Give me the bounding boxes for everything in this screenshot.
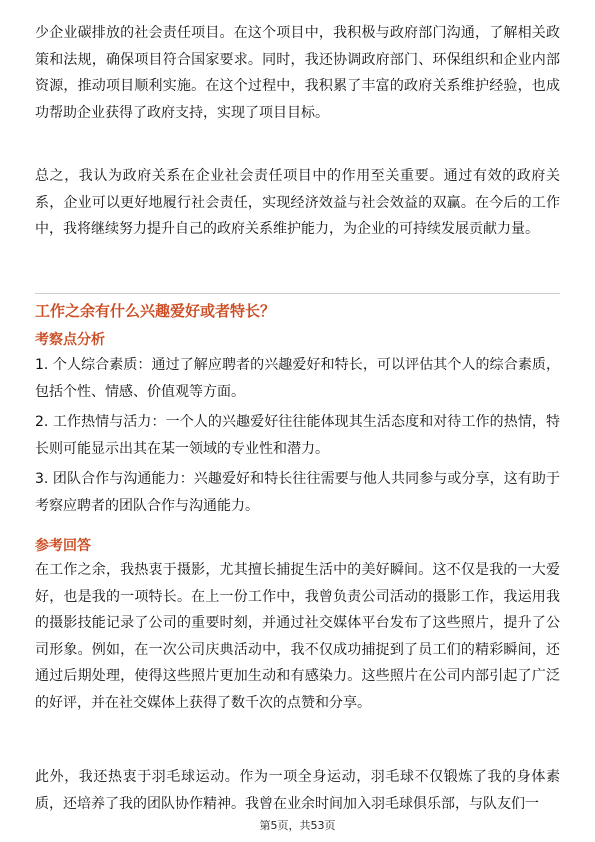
analysis-heading: 考察点分析 [35,332,105,348]
section-divider [35,293,560,294]
analysis-item-3: 3. 团队合作与沟通能力：兴趣爱好和特长往往需要与他人共同参与或分享，这有助于考察应聘者的团队合作与沟通能力。 [35,471,560,514]
page-number: 第5页，共53页 [259,819,336,832]
intro-paragraph-1: 少企业碳排放的社会责任项目。在这个项目中，我积极与政府部门沟通，了解相关政策和法规，确保项目符合国家要求。同时，我还协调政府部门、环保组织和企业内部资源，推动项目顺利实施。在这个过程中，我积累了丰富的政府关系维护经验，也成功帮助企业获得了政府支持，实现了项目目标。 [35,25,560,121]
analysis-item-1: 1. 个人综合素质：通过了解应聘者的兴趣爱好和特长，可以评估其个人的综合素质，包括个性、情感、价值观等方面。 [35,357,560,400]
answer-paragraph-1: 在工作之余，我热衷于摄影，尤其擅长捕捉生活中的美好瞬间。这不仅是我的一大爱好，也是我的一项特长。在上一份工作中，我曾负责公司活动的摄影工作，我运用我的摄影技能记录了公司的重要时刻，并通过社交媒体平台发布了这些照片，提升了公司形象。例如，在一次公司庆典活动中，我不仅成功捕捉到了员工们的精彩瞬间，还通过后期处理，使得这些照片更加生动和有感染力。这些照片在公司内部引起了广泛的好评，并在社交媒体上获得了数千次的点赞和分享。 [35,562,560,711]
analysis-item-2: 2. 工作热情与活力：一个人的兴趣爱好往往能体现其生活态度和对待工作的热情，特长则可能显示出其在某一领域的专业性和潜力。 [35,414,560,457]
answer-heading: 参考回答 [35,538,91,554]
answer-paragraph-2: 此外，我还热衷于羽毛球运动。作为一项全身运动，羽毛球不仅锻炼了我的身体素质，还培养了我的团队协作精神。我曾在业余时间加入羽毛球俱乐部，与队友们一 [35,769,560,812]
intro-paragraph-2: 总之，我认为政府关系在企业社会责任项目中的作用至关重要。通过有效的政府关系，企业可以更好地履行社会责任，实现经济效益与社会效益的双赢。在今后的工作中，我将继续努力提升自己的政府关系维护能力，为企业的可持续发展贡献力量。 [35,168,560,237]
question-heading: 工作之余有什么兴趣爱好或者特长？ [35,302,276,320]
